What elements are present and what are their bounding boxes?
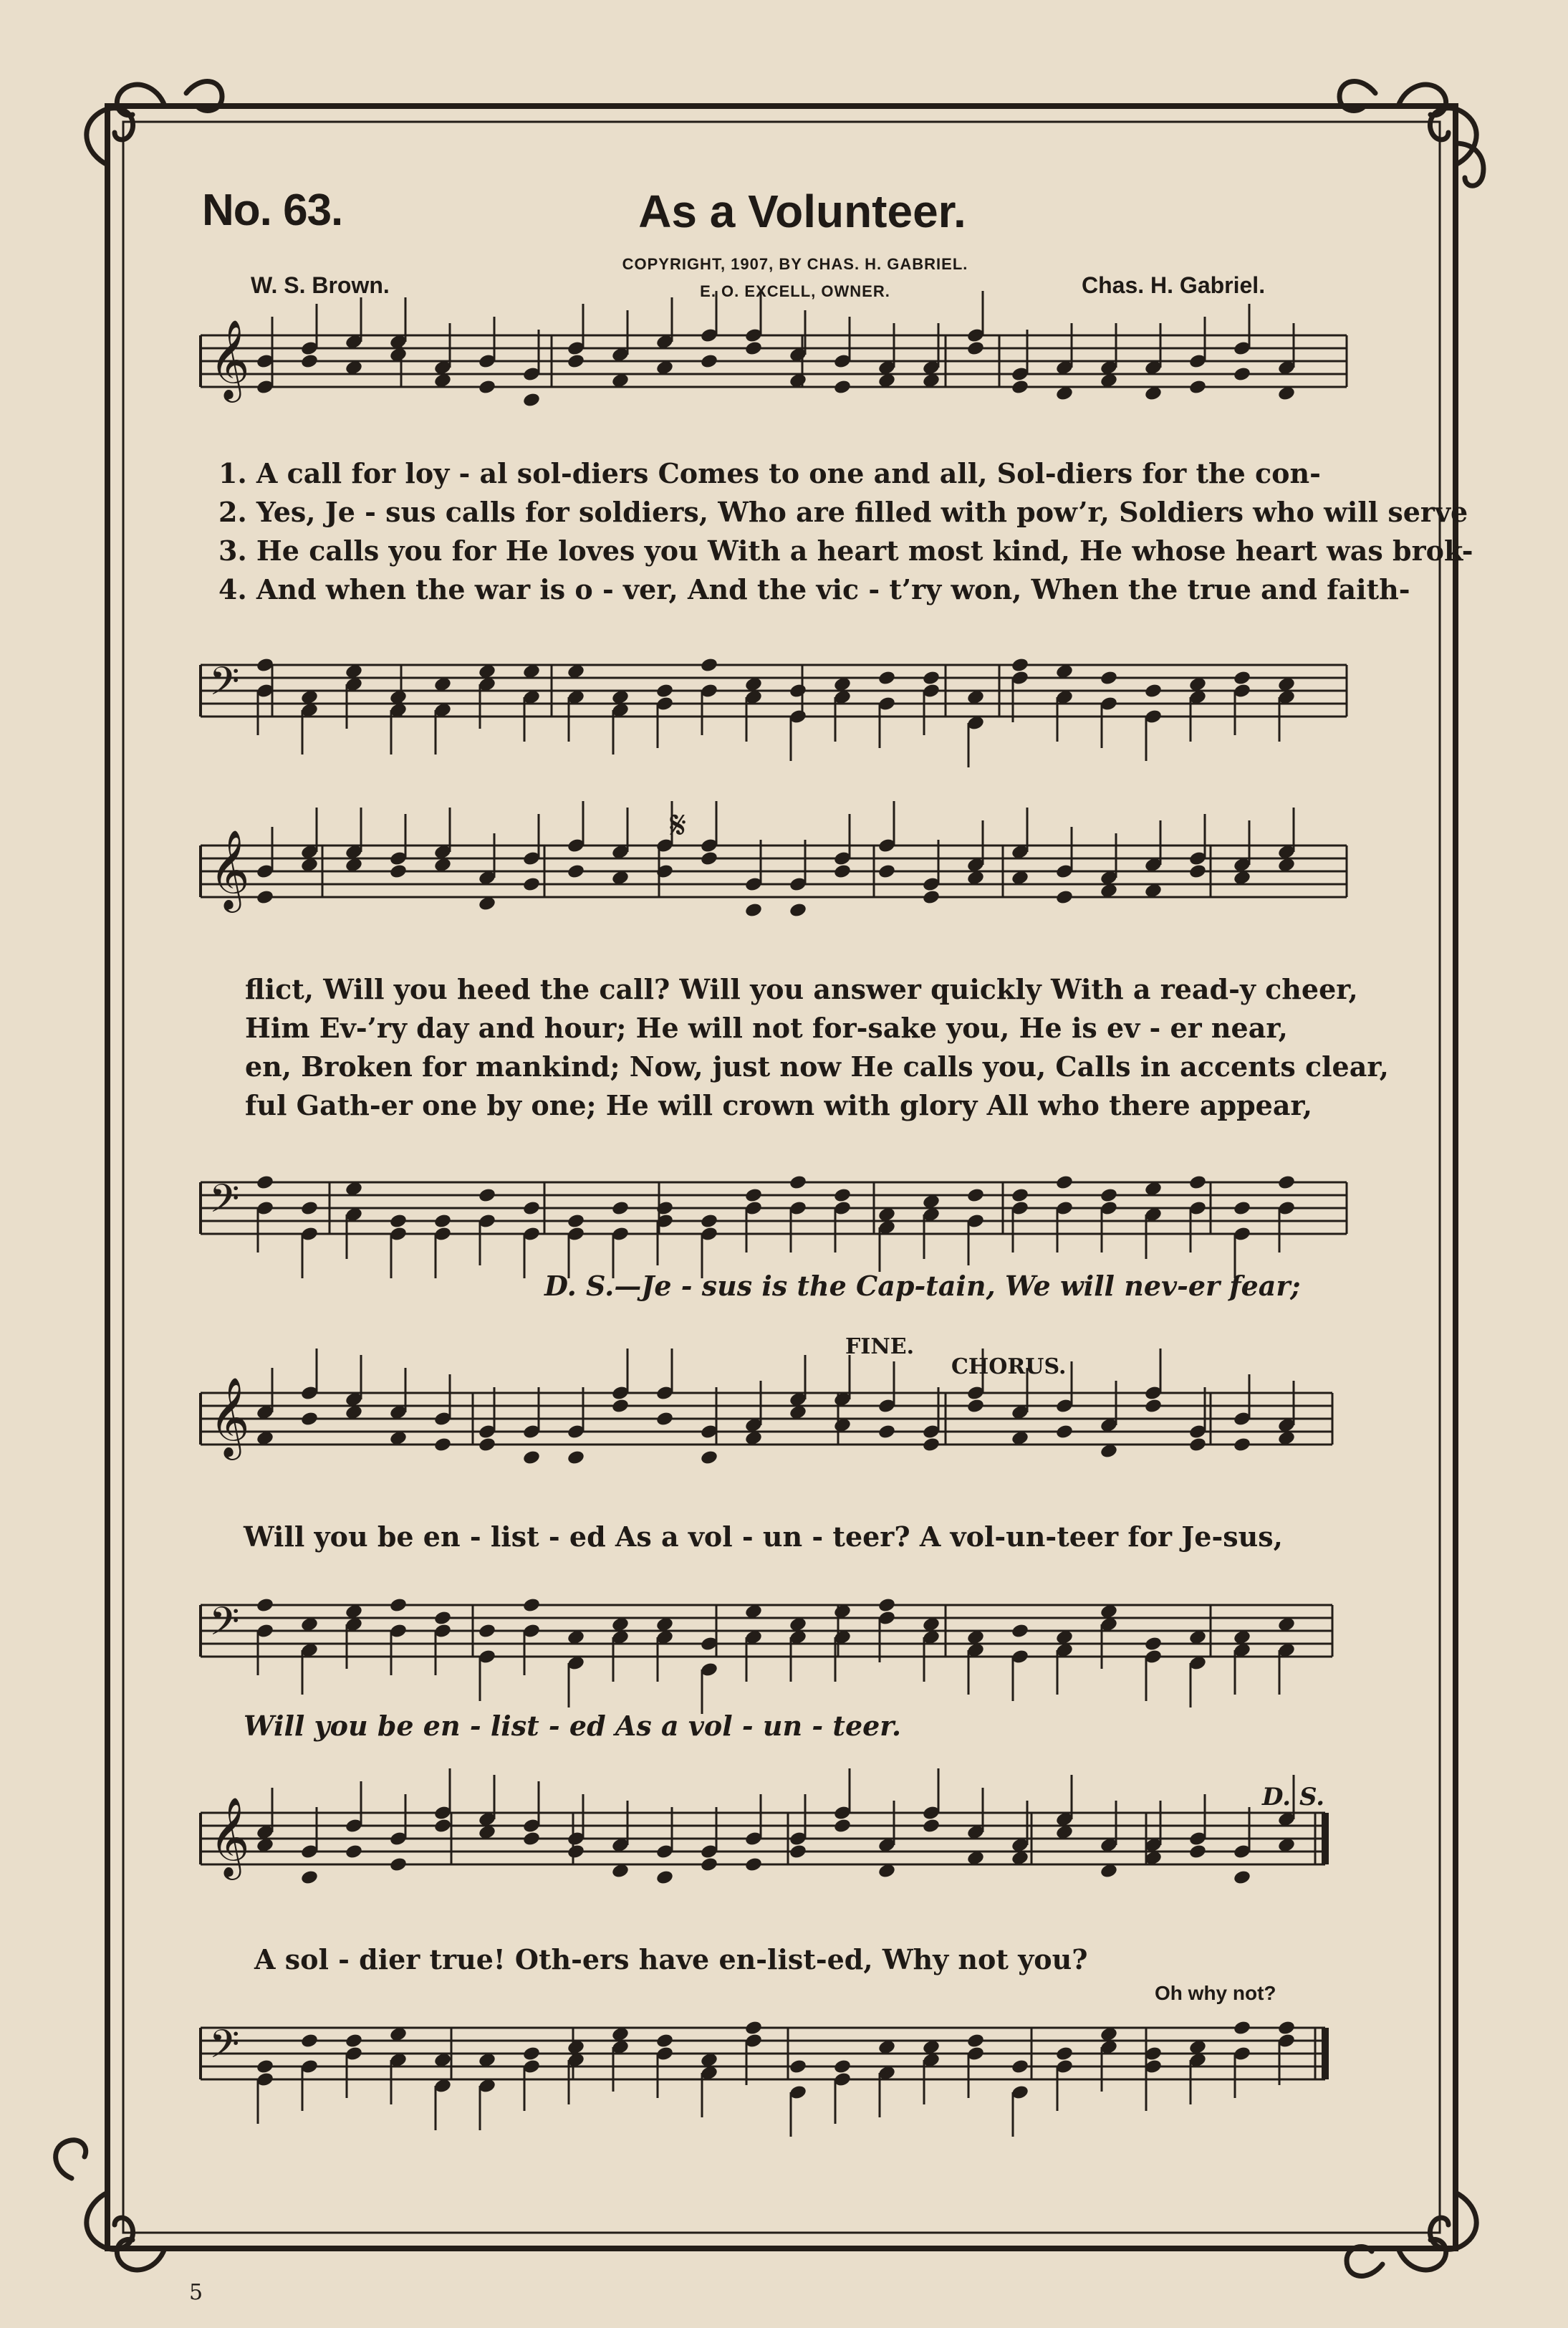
notehead	[966, 1398, 985, 1414]
notehead	[1188, 863, 1207, 880]
notehead	[567, 1450, 585, 1466]
notehead	[1011, 657, 1029, 674]
notehead	[433, 1437, 452, 1453]
notehead	[1144, 1398, 1163, 1414]
verse-4-line-a: 4. And when the war is o - ver, And the vic - t’ry won, When the true and faith-	[218, 573, 1410, 605]
bass-clef-icon: 𝄢	[209, 1599, 240, 1654]
treble-clef-icon: 𝄞	[209, 1376, 250, 1457]
notehead	[300, 353, 319, 370]
notehead	[744, 2020, 763, 2036]
notehead	[922, 889, 941, 906]
notehead	[345, 1844, 363, 1860]
notehead	[877, 863, 896, 880]
notehead	[1144, 1636, 1163, 1652]
notehead	[256, 1597, 274, 1614]
notehead	[744, 340, 763, 357]
notehead	[389, 1857, 408, 1873]
notehead	[300, 1200, 319, 1217]
notehead	[478, 1187, 496, 1204]
notehead	[1055, 1174, 1074, 1191]
bass-clef-icon: 𝄢	[209, 2021, 240, 2076]
notehead	[522, 392, 541, 408]
notehead	[789, 683, 807, 699]
notehead	[522, 1200, 541, 1217]
notehead	[1233, 2020, 1251, 2036]
copyright-line: COPYRIGHT, 1907, BY CHAS. H. GABRIEL.	[622, 255, 968, 273]
hymn-number: No. 63.	[202, 186, 343, 235]
notehead	[966, 2033, 985, 2049]
notehead	[789, 1174, 807, 1191]
ds-mark: D. S.	[1262, 1783, 1325, 1811]
notehead	[1233, 1200, 1251, 1217]
notehead	[744, 1857, 763, 1873]
treble-clef-icon: 𝄞	[209, 1796, 250, 1877]
notehead	[922, 1818, 941, 1834]
notehead	[567, 1213, 585, 1230]
owner-line: E. O. EXCELL, OWNER.	[700, 282, 890, 300]
notehead	[256, 1174, 274, 1191]
notehead	[1011, 379, 1029, 396]
fine-mark: FINE.	[845, 1334, 915, 1359]
notehead	[1011, 1623, 1029, 1639]
notehead	[877, 670, 896, 686]
verse-1-line-b: flict, Will you heed the call? Will you answer quickly With a read-y cheer,	[245, 973, 1358, 1005]
notehead	[345, 2033, 363, 2049]
notehead	[700, 1450, 718, 1466]
notehead	[389, 863, 408, 880]
notehead	[256, 889, 274, 906]
notehead	[567, 353, 585, 370]
notehead	[522, 1831, 541, 1847]
notehead	[966, 340, 985, 357]
notehead	[300, 1869, 319, 1886]
page-number: 5	[189, 2280, 203, 2305]
notehead	[789, 1844, 807, 1860]
notehead	[478, 379, 496, 396]
notehead	[522, 1450, 541, 1466]
notehead	[433, 1818, 452, 1834]
notehead	[655, 683, 674, 699]
notehead	[789, 2059, 807, 2075]
notehead	[1277, 1174, 1296, 1191]
chorus-lyric-line-1: Will you be en - list - ed As a vol - un - teer? A vol-un-teer for Je-sus,	[244, 1520, 1283, 1553]
hymn-title: As a Volunteer.	[638, 186, 966, 237]
notehead	[1011, 1187, 1029, 1204]
notehead	[1055, 2046, 1074, 2062]
notehead	[1100, 1187, 1118, 1204]
notehead	[789, 902, 807, 919]
bass-clef-icon: 𝄢	[209, 1176, 240, 1231]
notehead	[833, 1818, 852, 1834]
ds-lyric-line: D. S.—Je - sus is the Cap-tain, We will nev-er fear;	[544, 1270, 1301, 1302]
verse-3-line-a: 3. He calls you for He loves you With a heart most kind, He whose heart was brok-	[218, 535, 1473, 567]
bass-clef-icon: 𝄢	[209, 658, 240, 714]
notehead	[300, 2033, 319, 2049]
chorus-lyric-line-2: A sol - dier true! Oth-ers have en-list-ed, Why not you?	[254, 1943, 1088, 1975]
notehead	[1233, 1869, 1251, 1886]
segno-icon: 𝄋	[670, 803, 687, 848]
notehead	[1100, 670, 1118, 686]
notehead	[922, 1437, 941, 1453]
notehead	[1277, 2020, 1296, 2036]
notehead	[655, 1869, 674, 1886]
chorus-heading: CHORUS.	[951, 1354, 1067, 1379]
notehead	[389, 1213, 408, 1230]
notehead	[877, 1597, 896, 1614]
notehead	[655, 2033, 674, 2049]
notehead	[1188, 1174, 1207, 1191]
notehead	[744, 1187, 763, 1204]
notehead	[1188, 379, 1207, 396]
lyricist: W. S. Brown.	[251, 272, 390, 298]
notehead	[744, 902, 763, 919]
notehead	[567, 863, 585, 880]
notehead	[1233, 1437, 1251, 1453]
notehead	[522, 2046, 541, 2062]
notehead	[389, 1597, 408, 1614]
notehead	[567, 1844, 585, 1860]
notehead	[1233, 670, 1251, 686]
notehead	[1188, 1437, 1207, 1453]
notehead	[700, 1857, 718, 1873]
notehead	[700, 657, 718, 674]
notehead	[1011, 2059, 1029, 2075]
verse-1-line-a: 1. A call for loy - al sol-diers Comes to one and all, Sol-diers for the con-	[218, 457, 1321, 489]
notehead	[478, 1437, 496, 1453]
notehead	[256, 2059, 274, 2075]
notehead	[877, 1424, 896, 1440]
notehead	[1055, 1424, 1074, 1440]
verse-3-line-b: en, Broken for mankind; Now, just now He calls you, Calls in accents clear,	[245, 1050, 1389, 1083]
verse-2-line-b: Him Ev-’ry day and hour; He will not for-sake you, He is ev - er near,	[245, 1012, 1288, 1044]
notehead	[478, 1623, 496, 1639]
chorus-bass-lyric: Will you be en - list - ed As a vol - un - teer.	[244, 1710, 902, 1742]
notehead	[1144, 683, 1163, 699]
notehead	[833, 2059, 852, 2075]
notehead	[833, 379, 852, 396]
verse-4-line-b: ful Gath-er one by one; He will crown with glory All who there appear,	[245, 1089, 1312, 1121]
notehead	[300, 1411, 319, 1427]
notehead	[922, 670, 941, 686]
treble-clef-icon: 𝄞	[209, 319, 250, 399]
notehead	[522, 876, 541, 893]
notehead	[611, 1200, 630, 1217]
notehead	[522, 1597, 541, 1614]
composer: Chas. H. Gabriel.	[1082, 272, 1266, 298]
verse-2-line-a: 2. Yes, Je - sus calls for soldiers, Who are filled with pow’r, Soldiers who will serve	[218, 496, 1468, 528]
treble-clef-icon: 𝄞	[209, 829, 250, 909]
notehead	[833, 863, 852, 880]
echo-lyric: Oh why not?	[1155, 1982, 1276, 2004]
notehead	[655, 1411, 674, 1427]
notehead	[700, 851, 718, 867]
notehead	[1188, 1844, 1207, 1860]
notehead	[966, 1187, 985, 1204]
notehead	[433, 1610, 452, 1627]
notehead	[433, 1213, 452, 1230]
notehead	[700, 353, 718, 370]
notehead	[611, 1398, 630, 1414]
notehead	[1233, 366, 1251, 383]
notehead	[833, 1187, 852, 1204]
notehead	[1055, 889, 1074, 906]
notehead	[700, 1213, 718, 1230]
